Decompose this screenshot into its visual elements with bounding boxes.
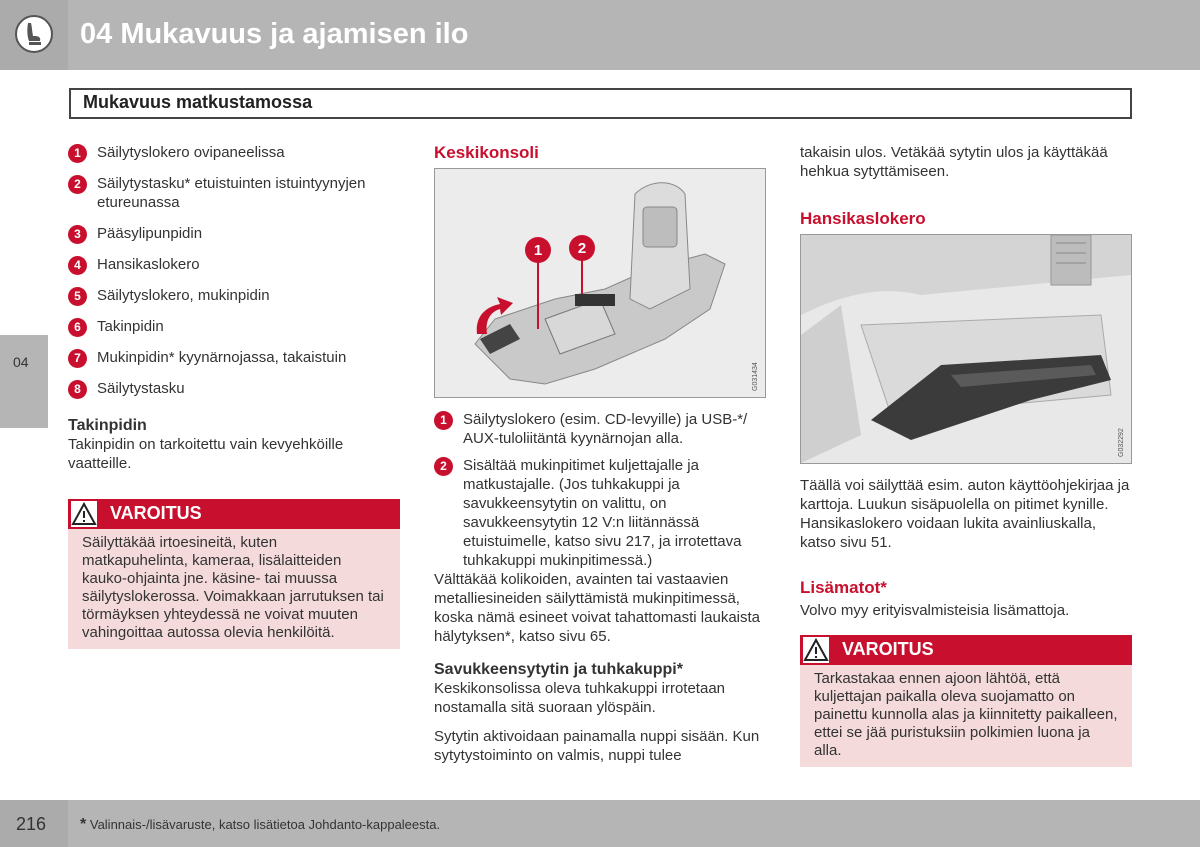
list-item-text: Takinpidin (97, 318, 164, 335)
list-item-text: Mukinpidin* kyynärnojassa, takaistuin (97, 349, 347, 366)
number-badge: 1 (68, 144, 87, 163)
warning-text: Säilyttäkää irtoesineitä, kuten matkapuhelinta, kameraa, lisälaitteiden kauko-ohjainta jne. käsine- tai muussa säilytyslokerossa. Voimakkaan jarrutuksen tai törmäyksen yhteydessä ne voivat muuten vahingoittaa autossa olevia henkilöitä. (82, 534, 384, 641)
callout-2-label: 2 (577, 240, 587, 257)
console-illustration (434, 168, 766, 398)
seat-icon (14, 14, 54, 54)
footnote-star: * (80, 816, 87, 833)
keskikonsoli-heading: Keskikonsoli (434, 143, 539, 162)
number-badge: 7 (68, 349, 87, 368)
number-badge: 5 (68, 287, 87, 306)
list-item (434, 456, 774, 570)
middle-paragraph: Välttäkää kolikoiden, avainten tai vastaavien metalliesineiden säilyttämistä mukinpitimessä, koska nämä esineet voivat tahattomasti laukaista hälytyksen*, katso sivu 65. (434, 571, 761, 645)
glovebox-drawing (801, 235, 1131, 463)
warning-box (68, 499, 400, 649)
hansikaslokero-text: Täällä voi säilyttää esim. auton käyttöohjekirjaa ja karttoja. Luukun sisäpuolella on pitimet kynille. Hansikaslokero voidaan lukita avainliuskalla, katso sivu 51. (800, 477, 1130, 551)
number-badge: 4 (68, 256, 87, 275)
list-item-text: Säilytyslokero (esim. CD-levyille) ja USB-*/ AUX-tuloliitäntä kyynärnojan alla. (463, 411, 748, 447)
chapter-side-tab (0, 335, 48, 428)
chapter-title: 04 Mukavuus ja ajamisen ilo (80, 18, 469, 50)
page-number: 216 (16, 814, 47, 834)
section-title-box (69, 88, 1132, 119)
warning-header (800, 635, 1132, 665)
figure-code: G031434 (752, 362, 759, 391)
takinpidin-text: Takinpidin on tarkoitettu vain kevyehköille vaatteille. (68, 436, 344, 472)
continued-text: takaisin ulos. Vetäkää sytytin ulos ja käyttäkää hehkua sytyttämiseen. (800, 144, 1108, 180)
list-item (68, 255, 400, 274)
list-item (68, 143, 400, 162)
warning-header (68, 499, 400, 529)
lisamatot-heading: Lisämatot* (800, 578, 887, 597)
number-badge: 8 (68, 380, 87, 399)
savuke-text-1: Keskikonsolissa oleva tuhkakuppi irrotetaan nostamalla sitä suoraan ylöspäin. (434, 680, 725, 716)
list-item-text: Säilytyslokero ovipaneelissa (97, 144, 285, 161)
number-badge: 3 (68, 225, 87, 244)
footnote (80, 816, 440, 834)
warning-label: VAROITUS (110, 503, 202, 523)
number-badge: 1 (434, 411, 453, 430)
callout-1-label: 1 (533, 242, 543, 259)
chapter-side-tab-label: 04 (13, 354, 29, 370)
warning-triangle-icon (71, 501, 97, 527)
footer-band (0, 800, 1200, 847)
list-item (68, 224, 400, 243)
list-item (68, 348, 400, 367)
number-badge: 2 (68, 175, 87, 194)
console-drawing (435, 169, 765, 397)
list-item-text: Sisältää mukinpitimet kuljettajalle ja matkustajalle. (Jos tuhkakuppi ja savukkeensytytin on valittu, on savukkeensytytin 12 V:n liitännässä etuistuimelle, katso sivu 217, ja irrotettava tuhkakuppi mukinpitimessä.) (463, 457, 742, 569)
list-item (68, 379, 400, 398)
savuke-text-2: Sytytin aktivoidaan painamalla nuppi sisään. Kun sytytystoiminto on valmis, nuppi tulee (434, 728, 760, 764)
number-badge: 2 (434, 457, 453, 476)
lisamatot-text: Volvo myy erityisvalmisteisia lisämattoja. (800, 602, 1070, 619)
list-item (68, 317, 400, 336)
number-badge: 6 (68, 318, 87, 337)
page-number-box (0, 800, 68, 847)
header-icon-box (0, 0, 68, 70)
list-item-text: Säilytyslokero, mukinpidin (97, 287, 270, 304)
hansikaslokero-heading: Hansikaslokero (800, 209, 926, 228)
list-item-text: Säilytystasku* etuistuinten istuintyynyjen etureunassa (97, 175, 366, 211)
column-left (68, 143, 400, 649)
column-middle (434, 143, 774, 765)
footnote-text: Valinnais-/lisävaruste, katso lisätietoa Johdanto-kappaleesta. (89, 817, 441, 832)
warning-label: VAROITUS (842, 639, 934, 659)
warning-box (800, 635, 1132, 767)
list-item (434, 410, 774, 448)
column-right (800, 143, 1132, 767)
list-item (68, 286, 400, 305)
header-band (0, 0, 1200, 70)
section-title: Mukavuus matkustamossa (83, 92, 313, 112)
list-item-text: Pääsylipunpidin (97, 225, 203, 242)
savuke-heading: Savukkeensytytin ja tuhkakuppi* (434, 661, 683, 678)
warning-triangle-icon (803, 637, 829, 663)
figure-code: G032292 (1118, 428, 1125, 457)
list-item-text: Hansikaslokero (97, 256, 200, 273)
glovebox-illustration (800, 234, 1132, 464)
takinpidin-heading: Takinpidin (68, 417, 147, 434)
warning-text: Tarkastakaa ennen ajoon lähtöä, että kuljettajan paikalla oleva suojamatto on painettu kunnolla alas ja kiinnitetty paikalleen, ettei se jää puristuksiin polkimien luona ja alla. (814, 670, 1118, 759)
list-item (68, 174, 400, 212)
list-item-text: Säilytystasku (97, 380, 185, 397)
